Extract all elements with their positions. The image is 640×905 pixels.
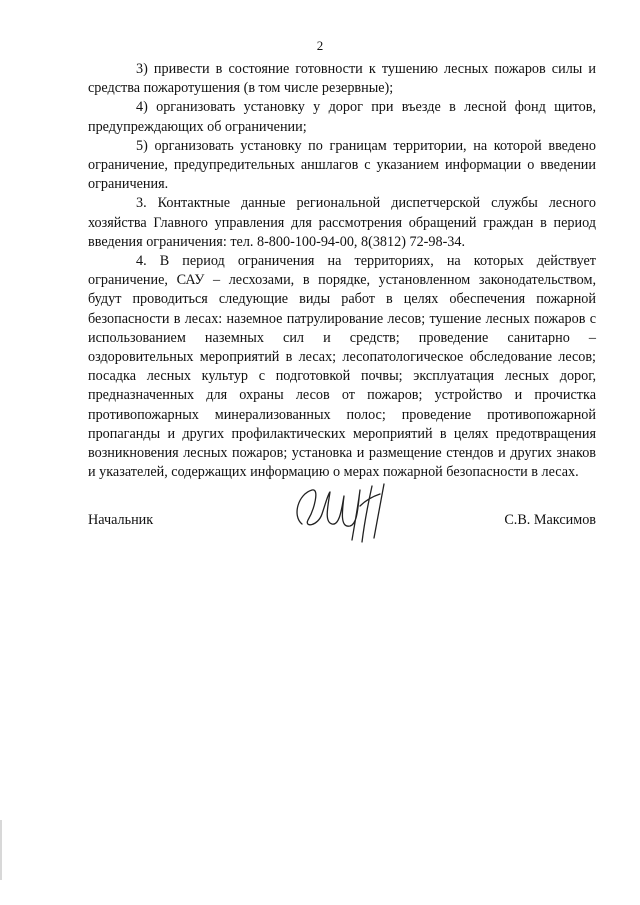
signer-position: Начальник — [88, 512, 154, 528]
page-number: 2 — [316, 38, 324, 53]
scan-edge-mark — [0, 820, 2, 880]
paragraph-contacts: 3. Контактные данные региональной диспетчерской службы лесного хозяйства Главного управления для рассмотрения обращений граждан в период введения ограничения: тел. 8-800-100-94-00, 8(3812) 72-98-34. — [88, 195, 596, 250]
handwritten-signature — [284, 476, 404, 546]
paragraph-item-4: 4) организовать установку у дорог при въезде в лесной фонд щитов, предупреждающих об ограничении; — [88, 99, 596, 135]
paragraph-item-3: 3) привести в состояние готовности к тушению лесных пожаров силы и средства пожаротушения (в том числе резервные); — [88, 61, 596, 97]
paragraph-works: 4. В период ограничения на территориях, на которых действует ограничение, САУ – лесхозами, в порядке, установленном законодательством, будут проводиться следующие виды работ в целях обеспечения пожарной безопасности в лесах: наземное патрулирование лесов; тушение лесных пожаров с использованием наземных сил и средств; проведение санитарно – оздоровительных мероприятий в лесах; лесопатологическое обследование лесов; посадка лесных культур с подготовкой почвы; эксплуатация лесных дорог, предназначенных для охраны лесов от пожаров; устройство и прочистка противопожарных минерализованных полос; проведение противопожарной пропаганды и других профилактических мероприятий в целях предотвращения возникновения лесных пожаров; установка и размещение стендов и других знаков и указателей, содержащих информацию о мерах пожарной безопасности в лесах. — [88, 253, 596, 481]
paragraph-item-5: 5) организовать установку по границам территории, на которой введено ограничение, предупредительных аншлагов с указанием информации о введении ограничения. — [88, 137, 596, 193]
signature-block — [88, 500, 596, 560]
signer-name: С.В. Максимов — [504, 512, 596, 528]
document-body — [88, 60, 596, 482]
